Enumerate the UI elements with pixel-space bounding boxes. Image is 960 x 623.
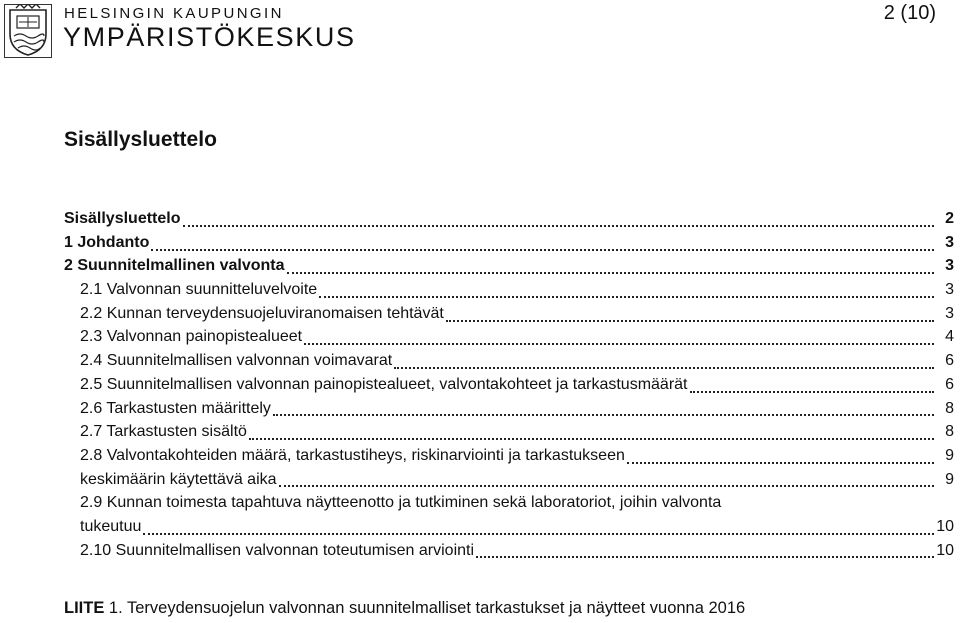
toc-entry-page: 8 xyxy=(945,399,954,417)
toc-leader-dots xyxy=(476,556,934,558)
toc-entry-label: 2.7 Tarkastusten sisältö xyxy=(80,423,247,441)
appendix-text: 1. Terveydensuojelun valvonnan suunnitelmalliset tarkastukset ja näytteet vuonna 2016 xyxy=(104,599,746,617)
organization-name-main: YMPÄRISTÖKESKUS xyxy=(63,22,356,52)
toc-entry-label: 2.1 Valvonnan suunnitteluvelvoite xyxy=(80,281,318,299)
toc-entry-label: keskimäärin käytettävä aika xyxy=(80,470,277,488)
toc-entry[interactable] xyxy=(64,352,954,376)
toc-entry-label: tukeutuu xyxy=(80,517,142,535)
toc-leader-dots xyxy=(273,414,934,416)
toc-entry-label: 2.6 Tarkastusten määrittely xyxy=(80,399,271,417)
toc-leader-dots xyxy=(627,462,934,464)
toc-entry-page: 6 xyxy=(945,352,954,370)
toc-entry-label: 2.5 Suunnitelmallisen valvonnan painopistealueet, valvontakohteet ja tarkastusmäärät xyxy=(80,375,688,393)
toc-leader-dots xyxy=(279,485,934,487)
toc-entry-label: 2 Suunnitelmallinen valvonta xyxy=(64,257,285,275)
toc-entry-page: 6 xyxy=(945,375,954,393)
page-title: Sisällysluettelo xyxy=(64,128,217,151)
toc-entry-page: 3 xyxy=(945,233,954,251)
toc-entry-page: 10 xyxy=(936,517,954,535)
toc-entry[interactable] xyxy=(64,423,954,447)
toc-entry-label: 2.3 Valvonnan painopistealueet xyxy=(80,328,303,346)
toc-entry-page: 3 xyxy=(945,304,954,322)
toc-entry-page: 9 xyxy=(945,446,954,464)
toc-entry-label: 2.9 Kunnan toimesta tapahtuva näytteenotto ja tutkiminen sekä laboratoriot, joihin valvonta xyxy=(80,494,722,512)
organization-name-top: HELSINGIN KAUPUNGIN xyxy=(64,5,284,22)
toc-entry[interactable] xyxy=(64,447,954,471)
toc-leader-dots xyxy=(690,391,935,393)
city-crest-icon xyxy=(4,4,52,58)
toc-entry-label: 2.10 Suunnitelmallisen valvonnan toteutumisen arviointi xyxy=(80,541,475,559)
toc-leader-dots xyxy=(249,438,934,440)
toc-leader-dots xyxy=(143,533,934,535)
page-header xyxy=(0,0,960,62)
toc-entry-page: 9 xyxy=(945,470,954,488)
toc-leader-dots xyxy=(319,296,934,298)
toc-entry-page: 8 xyxy=(945,423,954,441)
toc-entry-page: 4 xyxy=(945,328,954,346)
toc-entry-label: 2.4 Suunnitelmallisen valvonnan voimavarat xyxy=(80,352,393,370)
toc-entry[interactable] xyxy=(64,471,954,495)
toc-leader-dots xyxy=(287,272,935,274)
toc-entry[interactable] xyxy=(64,210,954,234)
toc-entry[interactable] xyxy=(64,542,954,566)
toc-entry-page: 2 xyxy=(945,210,954,227)
toc-leader-dots xyxy=(151,249,934,251)
appendix-label: LIITE xyxy=(64,599,105,617)
page-number: 2 (10) xyxy=(883,2,936,24)
toc-entry[interactable] xyxy=(64,376,954,400)
toc-entry[interactable] xyxy=(64,518,954,542)
toc-entry[interactable] xyxy=(64,257,954,281)
toc-leader-dots xyxy=(446,320,934,322)
toc-entry-label: 1 Johdanto xyxy=(64,233,150,251)
toc-entry-page: 3 xyxy=(945,257,954,275)
toc-entry-label: 2.8 Valvontakohteiden määrä, tarkastustiheys, riskinarviointi ja tarkastukseen xyxy=(80,446,625,464)
toc-entry[interactable] xyxy=(64,400,954,424)
toc-entry-label: Sisällysluettelo xyxy=(64,210,181,227)
toc-entry[interactable] xyxy=(64,305,954,329)
table-of-contents xyxy=(64,210,954,565)
toc-entry[interactable] xyxy=(64,494,954,518)
appendix-line xyxy=(64,599,745,618)
toc-entry[interactable] xyxy=(64,328,954,352)
toc-leader-dots xyxy=(394,367,934,369)
toc-leader-dots xyxy=(183,225,935,227)
toc-entry-page: 3 xyxy=(945,281,954,299)
toc-entry[interactable] xyxy=(64,281,954,305)
toc-entry-label: 2.2 Kunnan terveydensuojeluviranomaisen tehtävät xyxy=(80,304,444,322)
toc-entry-page: 10 xyxy=(936,541,954,559)
toc-entry[interactable] xyxy=(64,234,954,258)
toc-leader-dots xyxy=(304,343,934,345)
